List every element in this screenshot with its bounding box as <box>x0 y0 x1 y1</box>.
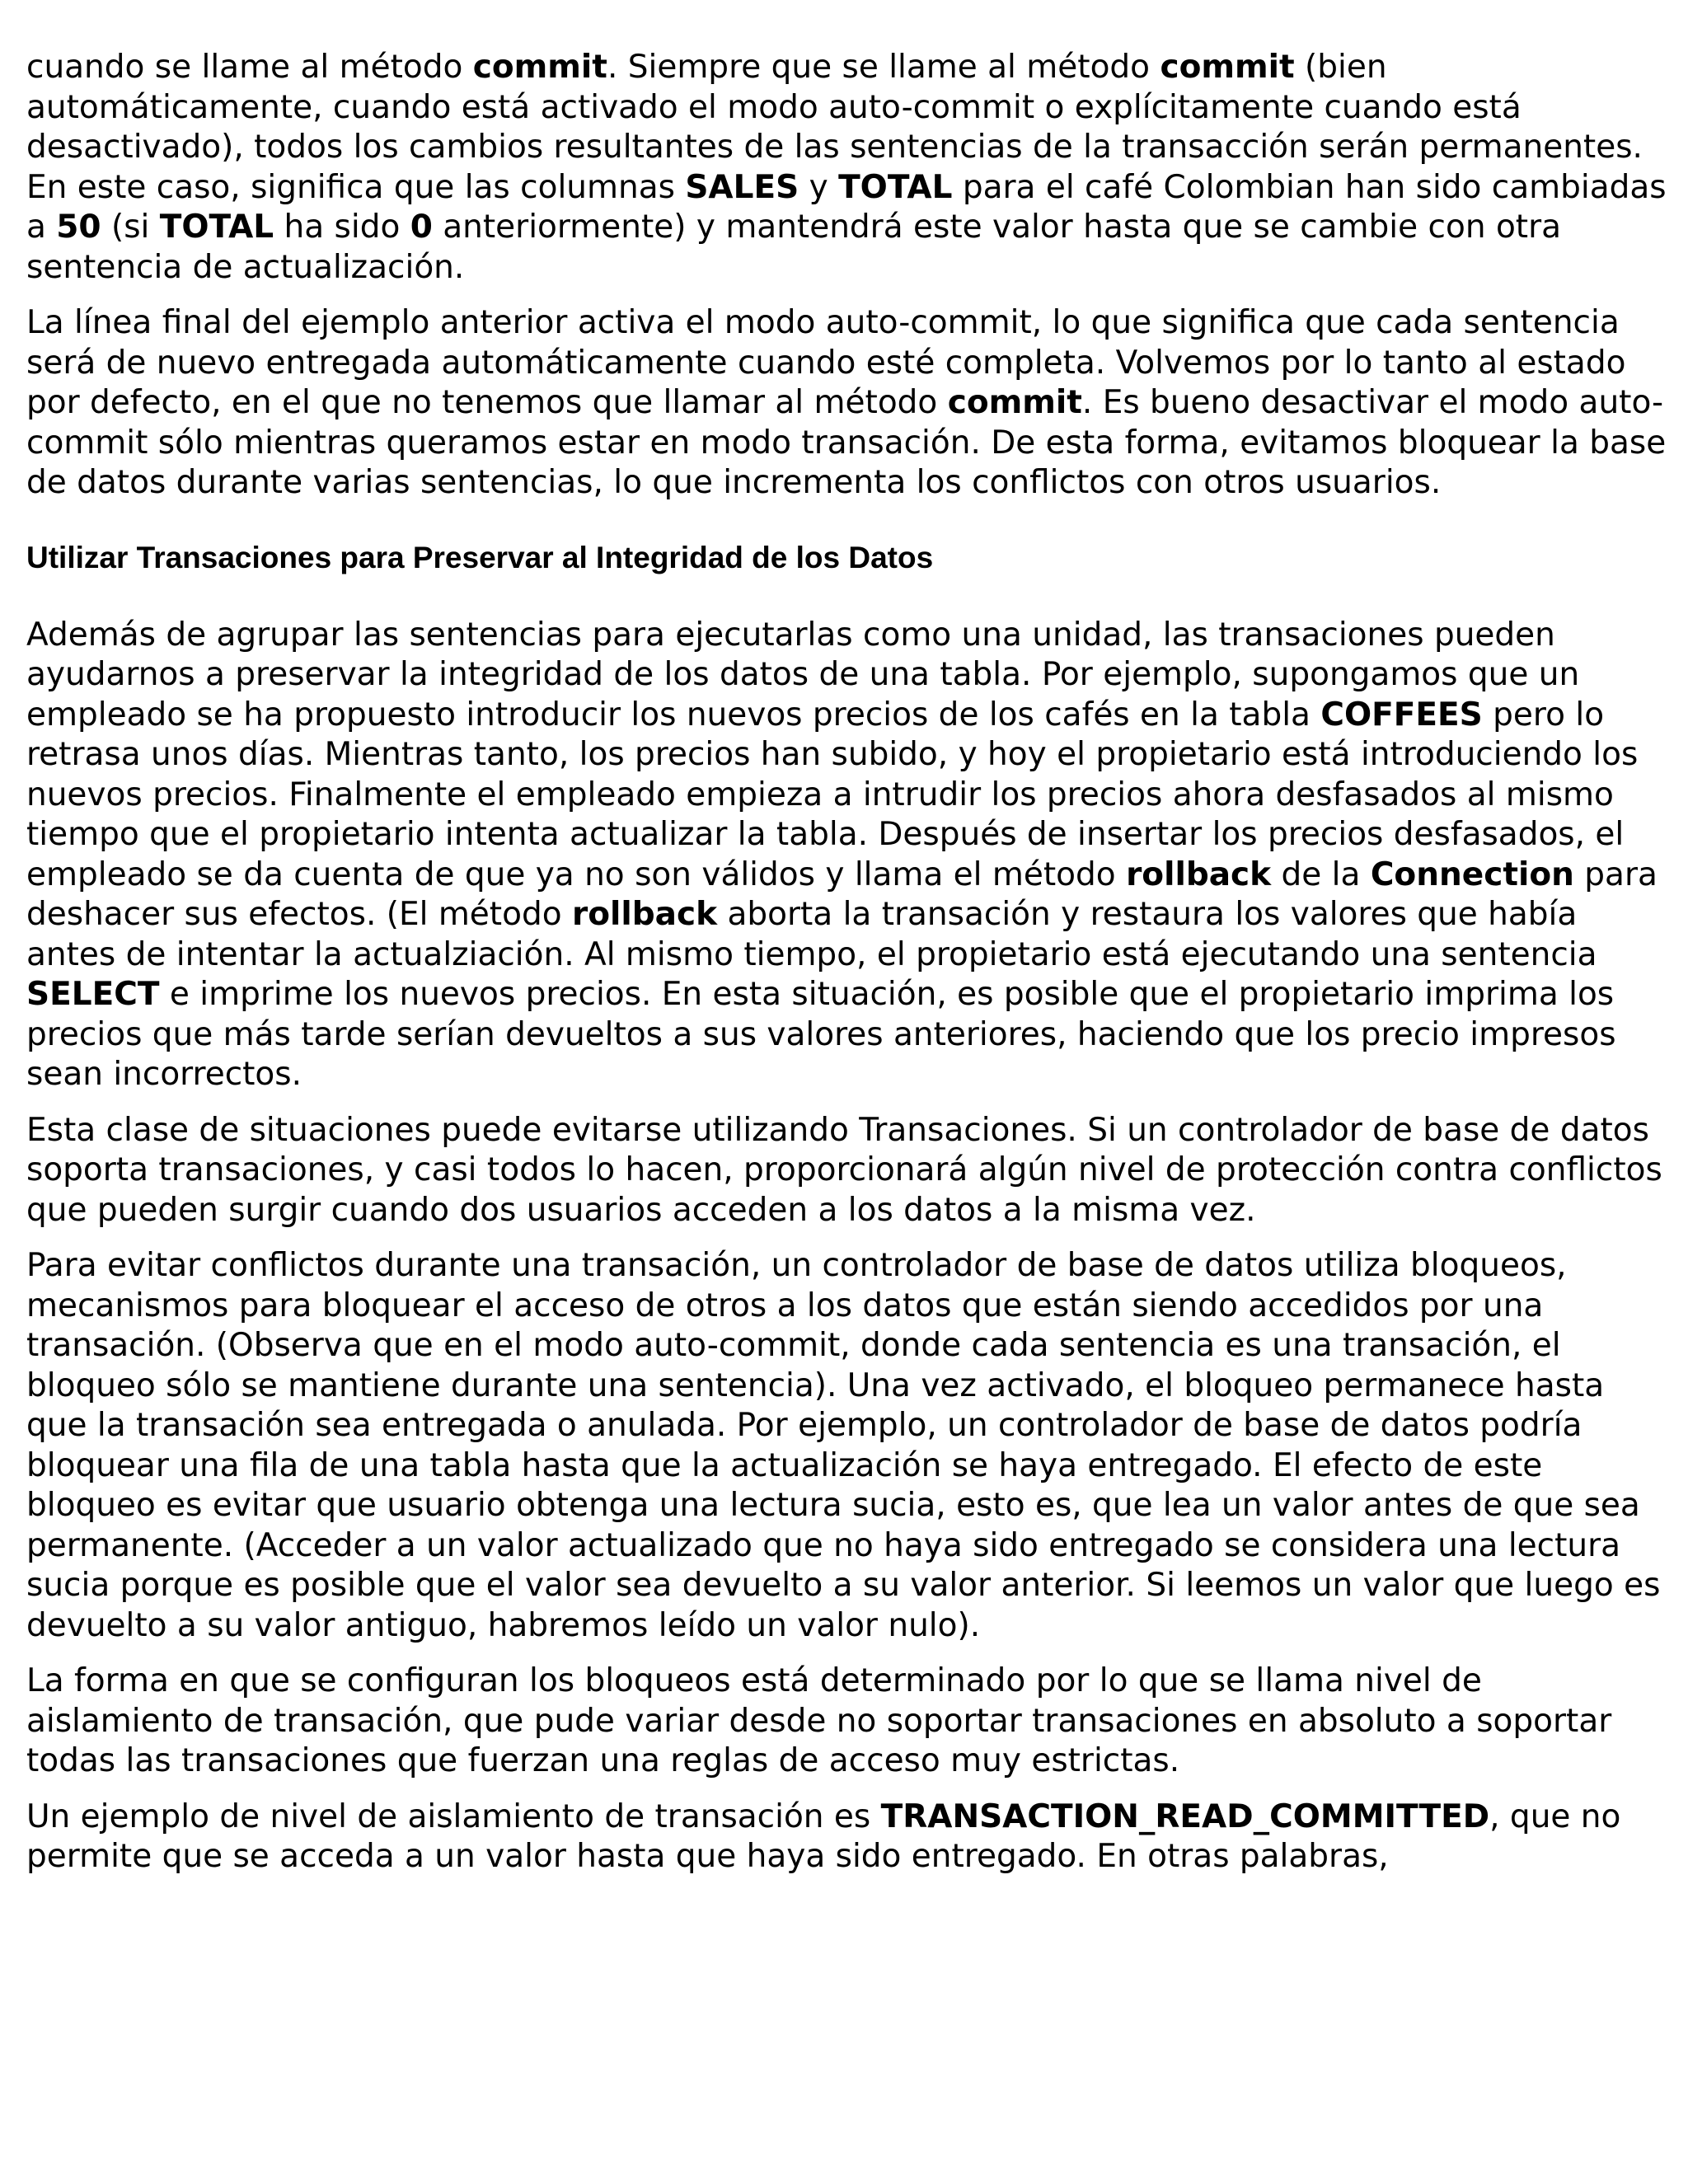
section-heading: Utilizar Transaciones para Preservar al Integridad de los Datos <box>26 540 934 574</box>
text-run: ha sido <box>274 209 410 246</box>
text-run: La línea final del ejemplo anterior activa el modo auto-commit, lo que significa que cada sentencia será de nuevo entregada automáticamente cuando esté completa. Volvemos por lo tanto al estado por defecto, en el que no tenemos que llamar al método <box>26 304 1626 421</box>
text-run: . Siempre que se llame al método <box>607 49 1160 86</box>
text-run: (si <box>101 209 160 246</box>
text-run: La forma en que se configuran los bloqueos está determinado por lo que se llama nivel de aislamiento de transación, que pude variar desde no soportar transaciones en absoluto a soportar todas las transaciones que fuerzan una reglas de acceso muy estrictas. <box>26 1662 1612 1779</box>
text-run: Un ejemplo de nivel de aislamiento de transación es <box>26 1797 881 1835</box>
bold-term: rollback <box>1126 855 1272 893</box>
bold-term: TOTAL <box>838 168 953 206</box>
text-run: y <box>799 168 839 206</box>
bold-term: TOTAL <box>159 209 274 246</box>
text-run: cuando se llame al método <box>26 49 473 86</box>
text-run: . Es bueno desactivar el modo auto-commit sólo mientras queramos estar en modo transación. De esta forma, evitamos bloquear la base de datos durante varias sentencias, lo que incrementa los conflictos con otros usuarios. <box>26 384 1667 501</box>
text-run: aborta la transación y restaura los valores que había antes de intentar la actualziación. Al mismo tiempo, el propietario está ejecutando una sentencia <box>26 896 1597 973</box>
paragraph-integrity-example <box>26 616 1667 1095</box>
body-text-before-heading <box>26 48 1667 504</box>
bold-term: 50 <box>56 209 101 246</box>
bold-term: rollback <box>571 896 718 933</box>
paragraph-locks <box>26 1246 1667 1646</box>
bold-term: 0 <box>410 209 433 246</box>
text-run: Para evitar conflictos durante una transación, un controlador de base de datos utiliza bloqueos, mecanismos para bloquear el acceso de otros a los datos que están siendo accedidos por una transación. (Observa que en el modo auto-commit, donde cada sentencia es una transación, el bloqueo sólo se mantiene durante una sentencia). Una vez activado, el bloqueo permanece hasta que la transación sea entregada o anulada. Por ejemplo, un controlador de base de datos podría bloquear una fila de una tabla hasta que la actualización se haya entregado. El efecto de este bloqueo es evitar que usuario obtenga una lectura sucia, esto es, que lea un valor antes de que sea permanente. (Acceder a un valor actualizado que no haya sido entregado se considera una lectura sucia porque es posible que el valor sea devuelto a su valor anterior. Si leemos un valor que luego es devuelto a su valor antiguo, habremos leído un valor nulo). <box>26 1247 1661 1644</box>
text-run: e imprime los nuevos precios. En esta situación, es posible que el propietario imprima los precios que más tarde serían devueltos a sus valores anteriores, haciendo que los precio impresos sean incorrectos. <box>26 976 1616 1093</box>
document-page <box>26 48 1667 1893</box>
paragraph-read-committed <box>26 1797 1667 1877</box>
bold-term: SALES <box>685 168 799 206</box>
bold-term: SELECT <box>26 976 160 1013</box>
bold-term: commit <box>947 384 1082 421</box>
bold-term: COFFEES <box>1320 696 1483 733</box>
paragraph-commit-permanence <box>26 48 1667 288</box>
text-run: pero lo retrasa unos días. Mientras tanto, los precios han subido, y hoy el propietario está introduciendo los nuevos precios. Finalmente el empleado empieza a intrudir los precios ahora desfasados al mismo tiempo que el propietario intenta actualizar la tabla. Después de insertar los precios desfasados, el empleado se da cuenta de que ya no son válidos y llama el método <box>26 696 1639 893</box>
text-run: Además de agrupar las sentencias para ejecutarlas como una unidad, las transaciones pueden ayudarnos a preservar la integridad de los datos de una tabla. Por ejemplo, supongamos que un empleado se ha propuesto introducir los nuevos precios de los cafés en la tabla <box>26 616 1580 733</box>
text-run: para deshacer sus efectos. (El método <box>26 855 1658 933</box>
text-run: anteriormente) y mantendrá este valor hasta que se cambie con otra sentencia de actualización. <box>26 209 1562 286</box>
paragraph-isolation-level <box>26 1661 1667 1782</box>
text-run: Esta clase de situaciones puede evitarse utilizando Transaciones. Si un controlador de base de datos soporta transaciones, y casi todos lo hacen, proporcionará algún nivel de protección contra conflictos que pueden surgir cuando dos usuarios acceden a los datos a la misma vez. <box>26 1111 1662 1229</box>
bold-term: commit <box>1160 49 1295 86</box>
text-run: (bien automáticamente, cuando está activado el modo auto-commit o explícitamente cuando está desactivado), todos los cambios resultantes de las sentencias de la transacción serán permanentes. En este caso, significa que las columnas <box>26 49 1643 206</box>
paragraph-avoid-situations <box>26 1111 1667 1231</box>
body-text-after-heading <box>26 616 1667 1877</box>
text-run: de la <box>1271 855 1371 893</box>
bold-term: TRANSACTION_READ_COMMITTED <box>880 1797 1490 1835</box>
bold-term: Connection <box>1370 855 1574 893</box>
text-run: para el café Colombian han sido cambiadas a <box>26 168 1667 246</box>
paragraph-auto-commit-reactivated <box>26 303 1667 504</box>
text-run: , que no permite que se acceda a un valor hasta que haya sido entregado. En otras palabras, <box>26 1797 1621 1875</box>
bold-term: commit <box>472 49 607 86</box>
